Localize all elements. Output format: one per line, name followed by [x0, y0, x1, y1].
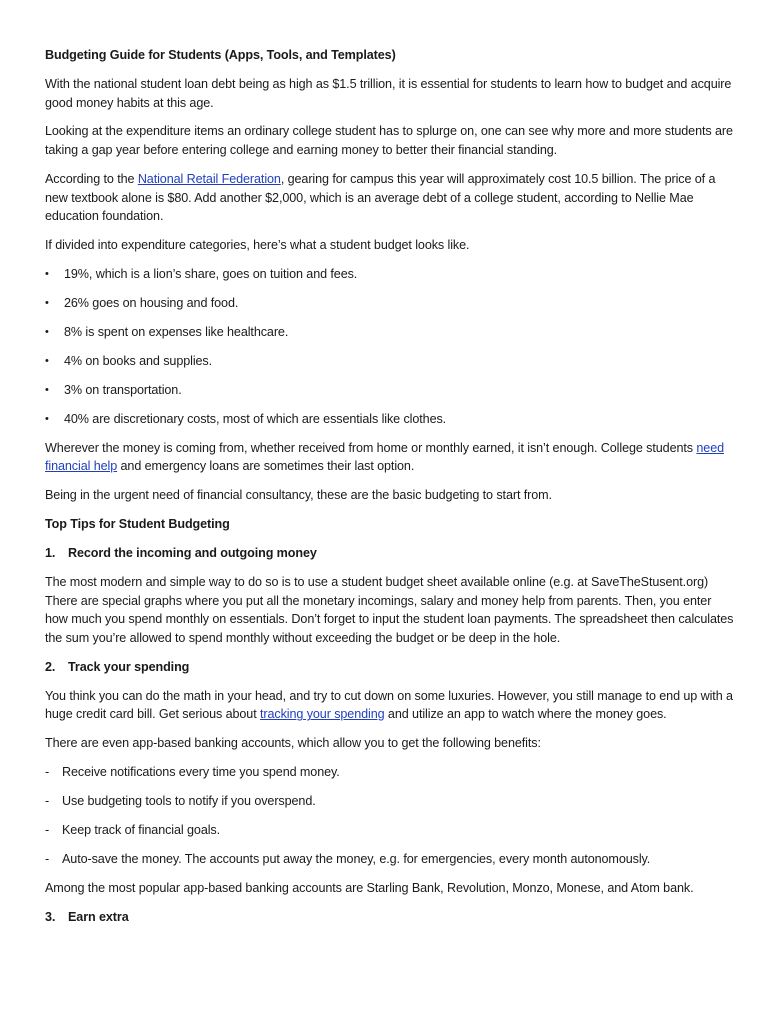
bullet-marker: •: [45, 354, 49, 367]
app-banking-intro: There are even app-based banking accounts, which allow you to get the following benefits:: [45, 736, 541, 751]
document-title: Budgeting Guide for Students (Apps, Tools, and Templates): [45, 48, 396, 62]
bullet-marker: •: [45, 326, 49, 339]
tip-3-number: 3.: [45, 909, 56, 924]
list-item-text: 40% are discretionary costs, most of which are essentials like clothes.: [64, 411, 447, 426]
tip-2-number: 2.: [45, 659, 56, 674]
bullet-marker: •: [45, 412, 49, 425]
list-item-text: Keep track of financial goals.: [62, 823, 221, 838]
list-item-text: Receive notifications every time you spend money.: [62, 765, 340, 780]
list-item: [45, 792, 735, 811]
list-item-text: 4% on books and supplies.: [64, 353, 213, 368]
dash-marker: -: [45, 794, 50, 809]
tip-2-text-before: You think you can do the math in your head, and try to cut down on some luxuries. However, you still manage to end up with a huge credit card bill. Get serious about: [45, 688, 733, 722]
tip-3-label: Earn extra: [68, 909, 129, 924]
list-item: [45, 763, 735, 782]
list-item: [45, 821, 735, 840]
financial-help-text-before: Wherever the money is coming from, whether received from home or monthly earned, it isn’t enough. College students: [45, 440, 697, 455]
intro-paragraph-3: [45, 170, 735, 226]
dash-marker: -: [45, 765, 50, 780]
national-retail-federation-link[interactable]: National Retail Federation: [137, 172, 281, 187]
list-item-text: 8% is spent on expenses like healthcare.: [64, 325, 289, 340]
list-item: [45, 265, 735, 284]
tracking-your-spending-link[interactable]: tracking your spending: [260, 707, 385, 722]
list-item: [45, 410, 735, 429]
dash-marker: -: [45, 823, 50, 838]
financial-help-paragraph: [45, 439, 735, 476]
tips-heading: Top Tips for Student Budgeting: [45, 517, 230, 532]
budget-list: [45, 265, 735, 428]
financial-help-text-after: and emergency loans are sometimes their last option.: [117, 459, 415, 474]
tip-1-heading: [45, 544, 735, 563]
list-item: [45, 381, 735, 400]
document-page: [45, 46, 735, 937]
intro-paragraph-3-text-before: According to the: [45, 172, 138, 187]
list-item-text: 3% on transportation.: [64, 382, 182, 397]
tip-1-number: 1.: [45, 545, 56, 560]
list-item: [45, 352, 735, 371]
list-item-text: 19%, which is a lion’s share, goes on tuition and fees.: [64, 267, 358, 282]
bullet-marker: •: [45, 383, 49, 396]
bullet-marker: •: [45, 297, 49, 310]
intro-paragraph-4: If divided into expenditure categories, here’s what a student budget looks like.: [45, 238, 470, 253]
tip-2-text-after: and utilize an app to watch where the money goes.: [384, 707, 667, 722]
bullet-marker: •: [45, 268, 49, 281]
tip-1-label: Record the incoming and outgoing money: [68, 545, 317, 560]
list-item-text: 26% goes on housing and food.: [64, 296, 239, 311]
tip-2-body: [45, 687, 735, 724]
tip-1-body: The most modern and simple way to do so is to use a student budget sheet available online (e.g. at SaveTheStusent.org) There are special graphs where you put all the monetary incomings, salary and money help from parents. Then, you enter how much you spend monthly on essentials. Don’t forget to input the student loan payments. The spreadsheet then calculates the sum you’re allowed to spend monthly without exceeding the budget or be deep in the hole.: [45, 574, 734, 645]
need-financial-help-link[interactable]: need financial help: [45, 440, 725, 474]
intro-paragraph-1: With the national student loan debt being as high as $1.5 trillion, it is essential for students to learn how to budget and acquire good money habits at this age.: [45, 76, 732, 110]
list-item-text: Auto-save the money. The accounts put away the money, e.g. for emergencies, every month autonomously.: [62, 851, 651, 866]
intro-paragraph-3-text-after: , gearing for campus this year will approximately cost 10.5 billion. The price of a new textbook alone is $80. Add another $2,000, which is an average debt of a college student, according to Nellie Mae education foundation.: [45, 172, 716, 224]
benefits-list: [45, 763, 735, 868]
list-item: [45, 850, 735, 869]
intro-paragraph-2: Looking at the expenditure items an ordinary college student has to splurge on, one can see why more and more students are taking a gap year before entering college and earning money to better their financial standing.: [45, 124, 733, 158]
list-item: [45, 323, 735, 342]
dash-marker: -: [45, 851, 50, 866]
popular-accounts-paragraph: Among the most popular app-based banking accounts are Starling Bank, Revolution, Monzo, Monese, and Atom bank.: [45, 880, 694, 895]
list-item: [45, 294, 735, 313]
tip-2-label: Track your spending: [68, 659, 190, 674]
list-item-text: Use budgeting tools to notify if you overspend.: [62, 794, 316, 809]
tip-2-heading: [45, 658, 735, 677]
tip-3-heading: [45, 908, 735, 927]
consultancy-paragraph: Being in the urgent need of financial consultancy, these are the basic budgeting to start from.: [45, 488, 552, 503]
